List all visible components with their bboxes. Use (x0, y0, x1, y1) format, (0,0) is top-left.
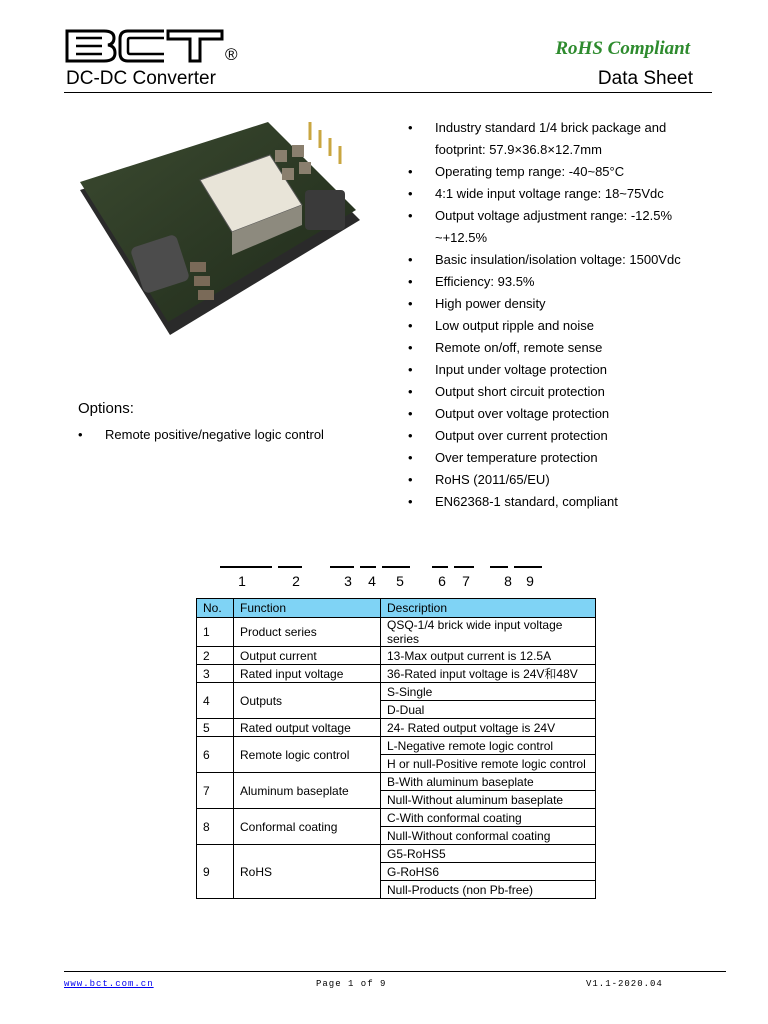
table-row (197, 719, 596, 737)
pn-digit: 7 (462, 573, 470, 589)
bct-logo (64, 27, 244, 65)
feature-item: • High power density (408, 293, 718, 315)
table-row (197, 647, 596, 665)
row-description: G-RoHS6 (381, 863, 596, 881)
pn-underline (432, 566, 448, 568)
row-function: Aluminum baseplate (234, 773, 381, 809)
part-number-table (196, 598, 596, 899)
pn-underline (454, 566, 474, 568)
row-description: C-With conformal coating (381, 809, 596, 827)
feature-item: • Input under voltage protection (408, 359, 718, 381)
pn-underline (278, 566, 302, 568)
table-row (197, 737, 596, 755)
feature-item: • Remote on/off, remote sense (408, 337, 718, 359)
header-divider (64, 92, 712, 93)
row-description: 13-Max output current is 12.5A (381, 647, 596, 665)
row-number: 4 (197, 683, 234, 719)
pn-digit: 4 (368, 573, 376, 589)
row-function: Outputs (234, 683, 381, 719)
options-title: Options: (78, 400, 134, 417)
row-function: Remote logic control (234, 737, 381, 773)
row-number: 3 (197, 665, 234, 683)
row-description: G5-RoHS5 (381, 845, 596, 863)
row-function: Conformal coating (234, 809, 381, 845)
pn-underline (220, 566, 272, 568)
feature-item: • Industry standard 1/4 brick package and footprint: 57.9×36.8×12.7mm (408, 117, 718, 161)
feature-item: • Output over current protection (408, 425, 718, 447)
col-header-description: Description (381, 599, 596, 618)
row-description: Null-Without aluminum baseplate (381, 791, 596, 809)
pn-digit: 9 (526, 573, 534, 589)
pn-underline (382, 566, 410, 568)
row-function: Output current (234, 647, 381, 665)
pn-underline (514, 566, 542, 568)
feature-item: • Operating temp range: -40~85°C (408, 161, 718, 183)
option-item: • Remote positive/negative logic control (78, 424, 378, 446)
website-link[interactable]: www.bct.com.cn (64, 979, 154, 989)
col-header-function: Function (234, 599, 381, 618)
part-number-key (220, 566, 550, 596)
row-description: QSQ-1/4 brick wide input voltage series (381, 618, 596, 647)
pn-digit: 6 (438, 573, 446, 589)
row-description: Null-Products (non Pb-free) (381, 881, 596, 899)
product-photo (70, 110, 370, 340)
row-function: Product series (234, 618, 381, 647)
pn-underline (330, 566, 354, 568)
row-description: 36-Rated input voltage is 24V和48V (381, 665, 596, 683)
row-function: RoHS (234, 845, 381, 899)
row-description: Null-Without conformal coating (381, 827, 596, 845)
pn-digit: 5 (396, 573, 404, 589)
feature-item: • Efficiency: 93.5% (408, 271, 718, 293)
row-description: L-Negative remote logic control (381, 737, 596, 755)
feature-item: • Output voltage adjustment range: -12.5% ~+12.5% (408, 205, 718, 249)
table-row (197, 683, 596, 701)
row-number: 9 (197, 845, 234, 899)
rohs-compliant-label: RoHS Compliant (555, 38, 690, 59)
row-number: 7 (197, 773, 234, 809)
table-row (197, 618, 596, 647)
row-number: 6 (197, 737, 234, 773)
feature-item: • Output short circuit protection (408, 381, 718, 403)
product-category: DC-DC Converter (66, 68, 216, 89)
feature-item: • EN62368-1 standard, compliant (408, 491, 718, 513)
row-function: Rated input voltage (234, 665, 381, 683)
table-row (197, 845, 596, 863)
feature-item: • RoHS (2011/65/EU) (408, 469, 718, 491)
feature-item: • Low output ripple and noise (408, 315, 718, 337)
row-number: 2 (197, 647, 234, 665)
feature-item: • Over temperature protection (408, 447, 718, 469)
feature-item: • Basic insulation/isolation voltage: 1500Vdc (408, 249, 718, 271)
row-description: D-Dual (381, 701, 596, 719)
pn-underline (360, 566, 376, 568)
row-description: S-Single (381, 683, 596, 701)
row-description: 24- Rated output voltage is 24V (381, 719, 596, 737)
col-header-no: No. (197, 599, 234, 618)
row-description: B-With aluminum baseplate (381, 773, 596, 791)
table-row (197, 809, 596, 827)
features-list (408, 117, 718, 513)
pn-digit: 3 (344, 573, 352, 589)
options-list (78, 424, 378, 446)
row-number: 5 (197, 719, 234, 737)
feature-item: • Output over voltage protection (408, 403, 718, 425)
table-row (197, 773, 596, 791)
document-type: Data Sheet (597, 68, 693, 89)
feature-item: • 4:1 wide input voltage range: 18~75Vdc (408, 183, 718, 205)
table-header-row (197, 599, 596, 618)
row-function: Rated output voltage (234, 719, 381, 737)
row-description: H or null-Positive remote logic control (381, 755, 596, 773)
page-indicator: Page 1 of 9 (316, 979, 387, 989)
table-row (197, 665, 596, 683)
pn-digit: 1 (238, 573, 246, 589)
pn-digit: 2 (292, 573, 300, 589)
registered-mark: ® (225, 45, 238, 64)
row-number: 8 (197, 809, 234, 845)
pn-digit: 8 (504, 573, 512, 589)
row-number: 1 (197, 618, 234, 647)
footer-divider (64, 971, 726, 972)
version-label: V1.1-2020.04 (586, 979, 663, 989)
pn-underline (490, 566, 508, 568)
